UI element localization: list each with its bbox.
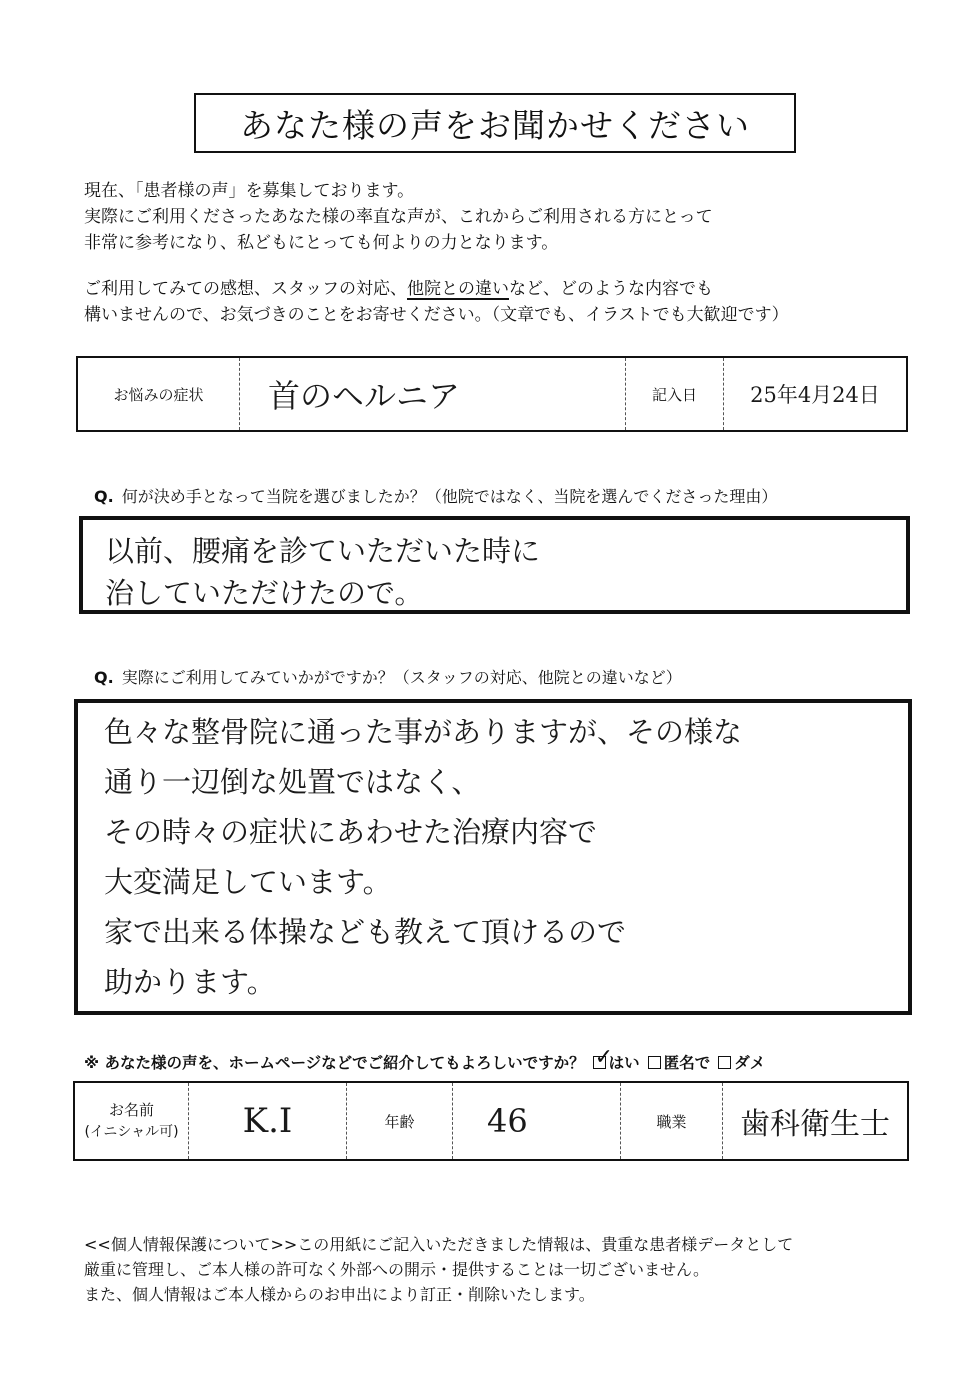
date-value: 25年4月24日	[750, 383, 880, 407]
intro-line	[84, 276, 789, 302]
answer-line: 色々な整骨院に通った事がありますが、その様な	[104, 715, 743, 749]
answer-line: 通り一辺倒な処置ではなく、	[104, 765, 481, 799]
job-value: 歯科衛生士	[740, 1107, 890, 1142]
intro-line: 構いませんので、お気づきのことをお寄せください。（文章でも、イラストでも大歓迎です）	[84, 305, 789, 325]
name-label: お名前	[108, 1101, 154, 1119]
profile-table	[73, 1081, 909, 1161]
checkbox-yes[interactable]	[593, 1044, 614, 1070]
question-2	[94, 665, 682, 688]
answer-line: 治していただけたので。	[105, 576, 424, 610]
question-prefix: Q.	[94, 668, 114, 687]
name-sublabel: (イニシャル可)	[84, 1124, 179, 1140]
symptom-table	[76, 356, 908, 432]
date-label: 記入日	[626, 358, 724, 430]
intro-text: など、どのような内容でも	[509, 279, 713, 299]
question-text: 実際にご利用してみていかがですか？（スタッフの対応、他院との違いなど）	[121, 668, 682, 687]
privacy-line: <<個人情報保護について>>この用紙にご記入いただきました情報は、貴重な患者様データとして	[84, 1235, 794, 1254]
symptom-label: お悩みの症状	[78, 358, 240, 430]
privacy-line: 厳重に管理し、ご本人様の許可なく外部への開示・提供することは一切ございません。	[84, 1260, 709, 1279]
job-label: 職業	[621, 1083, 723, 1159]
intro-paragraph-2	[84, 276, 789, 328]
answer-box-1	[79, 516, 910, 614]
option-no-label: ダメ	[734, 1054, 766, 1072]
page-title-text: あなた様の声をお聞かせください	[240, 105, 750, 145]
answer-line: 大変満足しています。	[104, 865, 392, 899]
age-label: 年齢	[347, 1083, 453, 1159]
question-text: 何が決め手となって当院を選びましたか？（他院ではなく、当院を選んでくださった理由）	[121, 487, 778, 506]
age-value: 46	[453, 1083, 621, 1159]
option-yes-label: はい	[608, 1054, 640, 1072]
consent-text: ※ あなた様の声を、ホームページなどでご紹介してもよろしいですか？	[84, 1054, 585, 1072]
intro-text: ご利用してみての感想、スタッフの対応、	[84, 279, 407, 299]
checkbox-no[interactable]	[718, 1056, 731, 1069]
intro-line: 実際にご利用くださったあなた様の率直な声が、これからご利用される方にとって	[84, 207, 713, 227]
name-value: K.I	[189, 1083, 347, 1159]
name-label-cell	[75, 1083, 189, 1159]
privacy-notice	[84, 1232, 793, 1307]
intro-underlined-text: 他院との違い	[407, 279, 509, 299]
symptom-value: 首のヘルニア	[240, 358, 626, 430]
option-anonymous-label: 匿名で	[663, 1054, 711, 1072]
privacy-line: また、個人情報はご本人様からのお申出により訂正・削除いたします。	[84, 1285, 595, 1304]
checkbox-anonymous[interactable]	[648, 1056, 661, 1069]
intro-line: 現在、「患者様の声」を募集しております。	[84, 181, 415, 201]
answer-box-2	[74, 699, 912, 1015]
page-title	[194, 93, 796, 153]
consent-question	[84, 1044, 766, 1073]
answer-line: 助かります。	[104, 965, 276, 999]
intro-line: 非常に参考になり、私どもにとっても何よりの力となります。	[84, 233, 559, 253]
question-1	[94, 484, 777, 507]
answer-line: 家で出来る体操なども教えて頂けるので	[104, 915, 627, 949]
answer-line: 以前、腰痛を診ていただいた時に	[105, 534, 541, 568]
answer-line: その時々の症状にあわせた治療内容で	[104, 815, 598, 849]
question-prefix: Q.	[94, 487, 114, 506]
checkmark-icon: ✓	[594, 1044, 614, 1070]
intro-paragraph-1	[84, 178, 713, 256]
